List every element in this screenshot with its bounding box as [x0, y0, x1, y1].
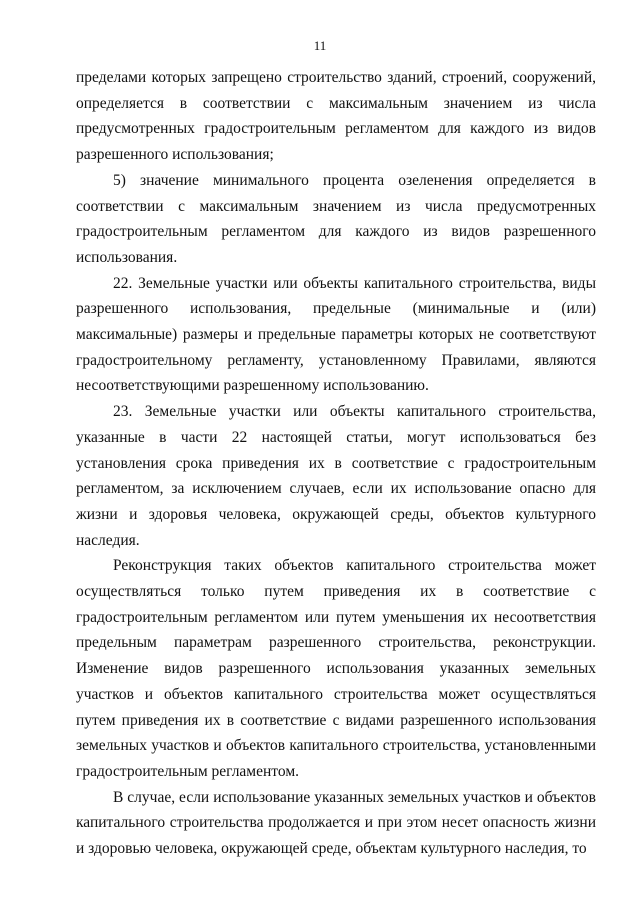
paragraph-danger-case: В случае, если использование указанных земельных участков и объектов капитального строительства продолжается и при этом несет опасность жизни и здоровью человека, окружающей среде, объектам культурного наследия, то: [76, 788, 596, 858]
page-number: 11: [313, 38, 327, 53]
paragraph-continuation: пределами которых запрещено строительство зданий, строений, сооружений, определяется в соответствии с максимальным значением из числа предусмотренных градостроительным регламентом для каждого из видов разрешенного использования;: [76, 69, 596, 164]
paragraph-reconstruction: Реконструкция таких объектов капитального строительства может осуществляться только путем приведения их в соответствие с градостроительным регламентом или путем уменьшения их несоответствия предельным параметрам разрешенного строительства, реконструкции. Изменение видов разрешенного использования указанных земельных участков и объектов капитального строительства может осуществляться путем приведения их в соответствие с видами разрешенного использования земельных участков и объектов капитального строительства, установленными градостроительным регламентом.: [76, 557, 596, 780]
paragraph-part-22: 22. Земельные участки или объекты капитального строительства, виды разрешенного использования, предельные (минимальные и (или) максимальные) размеры и предельные параметры которых не соответствуют градостроительному регламенту, установленному Правилами, являются несоответствующими разрешенному использованию.: [76, 274, 596, 395]
paragraph-part-23: 23. Земельные участки или объекты капитального строительства, указанные в части 22 настоящей статьи, могут использоваться без установления срока приведения их в соответствие с градостроительным регламентом, за исключением случаев, если их использование опасно для жизни и здоровья человека, окружающей среды, объектов культурного наследия.: [76, 403, 596, 549]
paragraph-item-5: 5) значение минимального процента озеленения определяется в соответствии с максимальным значением из числа предусмотренных градостроительным регламентом для каждого из видов разрешенного использования.: [76, 171, 596, 266]
document-body: [76, 65, 596, 862]
